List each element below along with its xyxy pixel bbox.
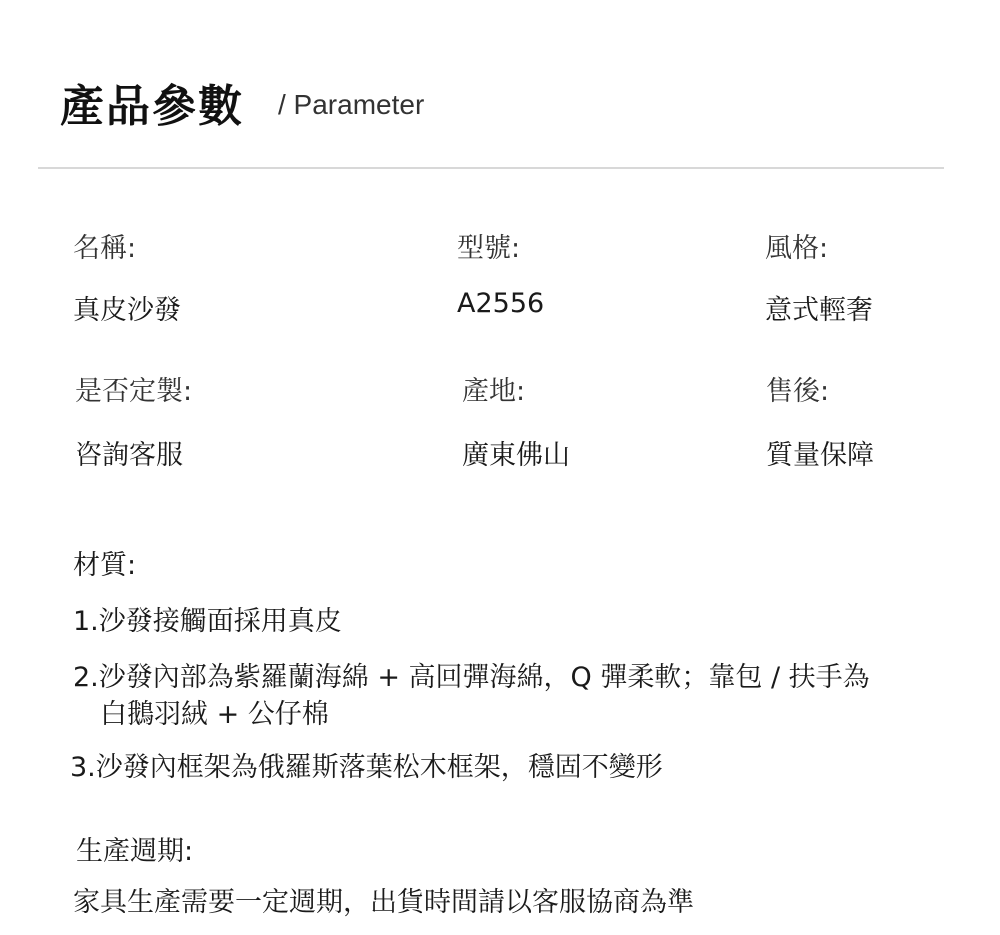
material-line: 3.沙發內框架為俄羅斯落葉松木框架，穩固不變形 [70, 752, 663, 783]
material-line: 1.沙發接觸面採用真皮 [73, 606, 342, 637]
param-value: 質量保障 [766, 440, 874, 471]
page-title: 產品參數 [60, 81, 244, 132]
param-value: 真皮沙發 [73, 295, 181, 326]
page-subtitle: / Parameter [278, 89, 425, 120]
param-name [73, 226, 181, 327]
header-divider [38, 167, 944, 169]
param-label: 名稱: [73, 233, 137, 264]
material-line: 2.沙發內部為紫羅蘭海綿 + 高回彈海綿，Q 彈柔軟；靠包 / 扶手為 [73, 662, 870, 693]
param-value: 廣東佛山 [462, 440, 570, 471]
header [60, 72, 424, 132]
param-value: 咨詢客服 [75, 440, 183, 471]
param-value: 意式輕奢 [765, 295, 873, 326]
param-value: A2556 [457, 288, 545, 319]
param-label: 型號: [457, 233, 521, 264]
param-after-sales [766, 369, 874, 472]
param-label: 售後: [766, 376, 830, 407]
param-label: 風格: [765, 233, 829, 264]
production-value: 家具生產需要一定週期，出貨時間請以客服協商為準 [73, 887, 694, 918]
param-style [765, 226, 873, 327]
param-label: 是否定製: [75, 376, 193, 407]
param-customization [75, 369, 192, 472]
param-label: 產地: [462, 376, 526, 407]
param-model [457, 226, 544, 319]
production-label: 生產週期: [76, 836, 194, 867]
param-origin [462, 369, 570, 472]
material-line: 白鵝羽絨 + 公仔棉 [100, 699, 329, 730]
material-label: 材質: [73, 550, 137, 581]
